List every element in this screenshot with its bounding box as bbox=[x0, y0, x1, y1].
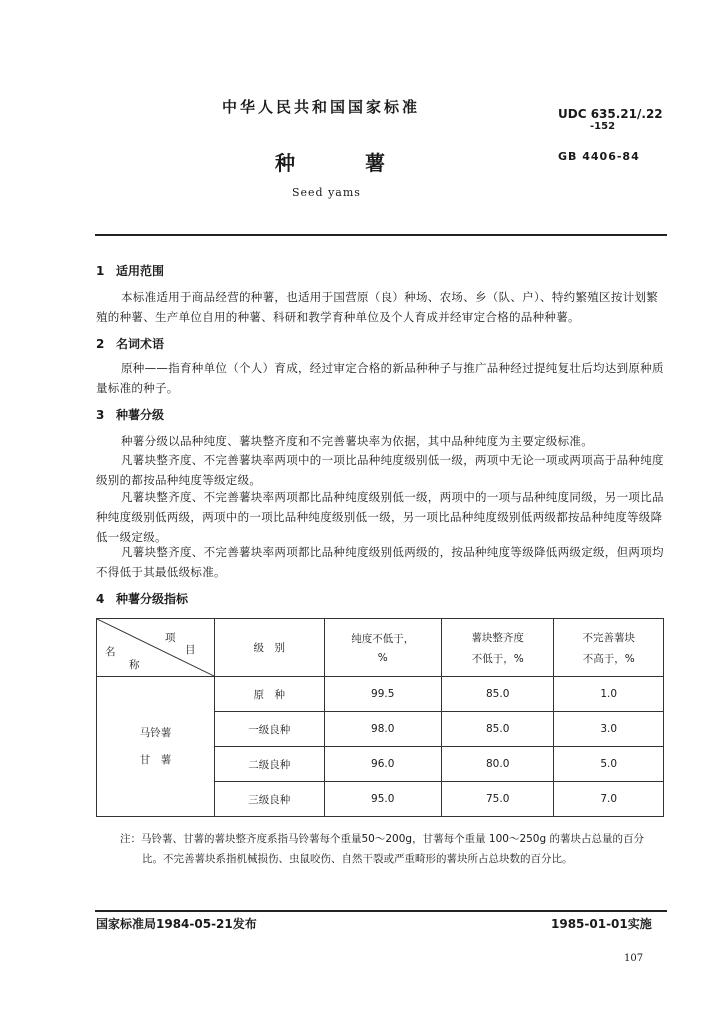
section-title: 种薯分级指标 bbox=[116, 592, 189, 606]
section-1-heading bbox=[96, 262, 164, 279]
publication-info: 国家标准局1984-05-21发布 bbox=[96, 917, 257, 931]
grade-cell: 原 种 bbox=[215, 677, 325, 712]
purity-cell: 99.5 bbox=[324, 677, 441, 712]
header-item-char-2: 目 bbox=[185, 644, 196, 656]
defect-cell: 1.0 bbox=[554, 677, 664, 712]
defect-header-unit: 不高于，% bbox=[582, 652, 635, 665]
implementation-date: 1985-01-01实施 bbox=[551, 917, 652, 931]
defect-header-label: 不完善薯块 bbox=[582, 631, 635, 644]
section-3-heading bbox=[96, 406, 164, 423]
section-title: 适用范围 bbox=[116, 264, 165, 278]
uniformity-cell: 85.0 bbox=[441, 677, 554, 712]
diagonal-header-cell bbox=[97, 619, 215, 677]
grade-column-header: 级 别 bbox=[215, 619, 325, 677]
standard-title: 中华人民共和国国家标准 bbox=[222, 98, 421, 116]
title-char-2: 薯 bbox=[365, 151, 385, 175]
table-note-line-2: 比。不完善薯块系指机械损伤、虫鼠咬伤、自然干裂或严重畸形的薯块所占总块数的百分比。 bbox=[142, 853, 573, 865]
grade-cell: 三级良种 bbox=[215, 782, 325, 817]
section-number: 3 bbox=[96, 408, 105, 422]
crop-name-potato: 马铃薯 bbox=[139, 727, 172, 739]
table-row bbox=[97, 677, 664, 712]
section-3-paragraph-4: 凡薯块整齐度、不完善薯块率两项都比品种纯度级别低两级的，按品种纯度等级降低两级定级，但两项均不得低于其最低级标准。 bbox=[96, 545, 664, 579]
defect-cell: 3.0 bbox=[554, 712, 664, 747]
section-number: 1 bbox=[96, 264, 105, 278]
uniformity-cell: 75.0 bbox=[441, 782, 554, 817]
defect-cell: 5.0 bbox=[554, 747, 664, 782]
section-number: 4 bbox=[96, 592, 105, 606]
table-note-line-1: 注：马铃薯、甘薯的薯块整齐度系指马铃薯每个重量50～200g，甘薯每个重量 100～250g 的薯块占总量的百分 bbox=[120, 833, 644, 845]
header-name-char-1: 名 bbox=[105, 646, 116, 658]
section-3-paragraph-2: 凡薯块整齐度、不完善薯块率两项中的一项比品种纯度级别低一级，两项中无论一项或两项高于品种纯度级别的都按品种纯度等级定级。 bbox=[96, 453, 664, 487]
grading-table bbox=[96, 618, 664, 817]
purity-header-label: 纯度不低于， bbox=[351, 633, 415, 645]
section-2-paragraph: 原种——指育种单位（个人）育成，经过审定合格的新品种种子与推广品种经过提纯复壮后均达到原种质量标准的种子。 bbox=[96, 361, 664, 395]
crop-names-cell bbox=[97, 677, 215, 817]
grade-cell: 二级良种 bbox=[215, 747, 325, 782]
uniformity-cell: 85.0 bbox=[441, 712, 554, 747]
udc-code-suffix: -152 bbox=[590, 121, 616, 132]
purity-cell: 95.0 bbox=[324, 782, 441, 817]
bottom-divider bbox=[95, 910, 667, 912]
section-number: 2 bbox=[96, 337, 105, 351]
document-title bbox=[275, 147, 385, 176]
purity-cell: 96.0 bbox=[324, 747, 441, 782]
uniformity-header-label: 薯块整齐度 bbox=[471, 631, 524, 644]
section-title: 名词术语 bbox=[116, 337, 165, 351]
section-title: 种薯分级 bbox=[116, 408, 165, 422]
uniformity-cell: 80.0 bbox=[441, 747, 554, 782]
udc-code: UDC 635.21/.22 bbox=[558, 107, 663, 121]
header-name-char-2: 称 bbox=[129, 659, 140, 671]
top-divider bbox=[95, 234, 667, 236]
purity-header-unit: % bbox=[377, 652, 388, 664]
defect-cell: 7.0 bbox=[554, 782, 664, 817]
section-3-paragraph-3: 凡薯块整齐度、不完善薯块率两项都比品种纯度级别低一级，两项中的一项与品种纯度同级，另一项比品种纯度级别低两级，两项中的一项比品种纯度级别低一级，另一项比品种纯度级别低两级都按品种纯度等级降低一级定级。 bbox=[96, 490, 664, 544]
title-char-1: 种 bbox=[275, 151, 295, 175]
uniformity-column-header bbox=[441, 619, 554, 677]
section-4-heading bbox=[96, 590, 188, 607]
purity-cell: 98.0 bbox=[324, 712, 441, 747]
gb-number: GB 4406-84 bbox=[558, 150, 640, 163]
section-3-paragraph-1: 种薯分级以品种纯度、薯块整齐度和不完善薯块率为依据，其中品种纯度为主要定级标准。 bbox=[121, 434, 593, 448]
crop-name-sweet-potato: 甘 薯 bbox=[139, 753, 172, 766]
defect-column-header bbox=[554, 619, 664, 677]
english-subtitle: Seed yams bbox=[292, 186, 361, 199]
uniformity-header-unit: 不低于，% bbox=[471, 652, 524, 665]
header-item-char-1: 项 bbox=[165, 632, 176, 644]
grade-cell: 一级良种 bbox=[215, 712, 325, 747]
section-2-heading bbox=[96, 335, 164, 352]
purity-column-header bbox=[324, 619, 441, 677]
section-1-paragraph: 本标准适用于商品经营的种薯，也适用于国营原（良）种场、农场、乡（队、户）、特约繁殖区按计划繁殖的种薯、生产单位自用的种薯、科研和教学育种单位及个人育成并经审定合格的品种种薯。 bbox=[96, 290, 659, 324]
table-header-row bbox=[97, 619, 664, 677]
page-number: 107 bbox=[624, 953, 644, 964]
